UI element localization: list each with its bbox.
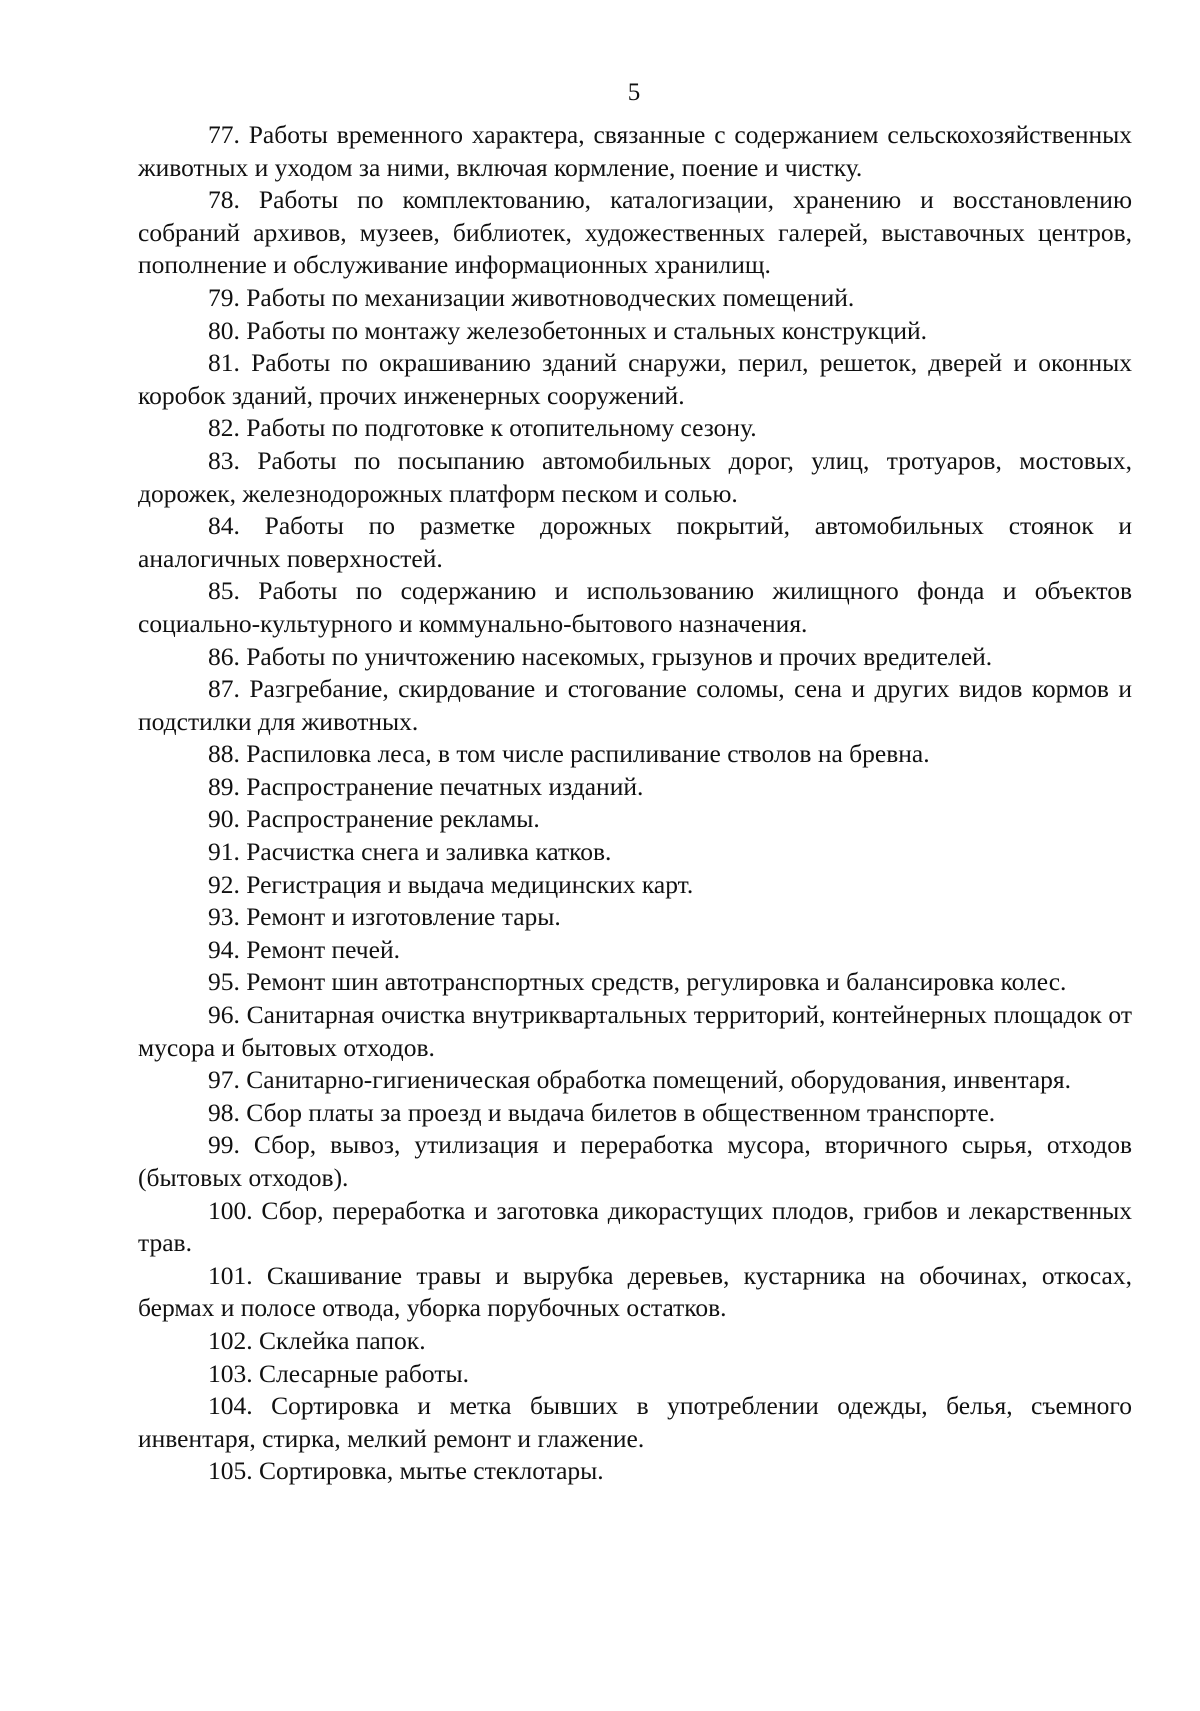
list-item [138,869,1132,902]
item-number: 87. [208,674,240,704]
item-number: 86. [208,641,240,671]
list-item [138,1358,1132,1391]
item-text: Санитарная очистка внутриквартальных территорий, контейнерных площадок от мусора и бытовых отходов. [138,1000,1132,1062]
item-number: 99. [208,1130,240,1160]
item-text: Работы по посыпанию автомобильных дорог, улиц, тротуаров, мостовых, дорожек, железнодорожных платформ песком и солью. [138,445,1132,508]
item-text: Работы по разметке дорожных покрытий, автомобильных стоянок и аналогичных поверхностей. [138,511,1133,573]
list-item [138,347,1132,412]
list-item [138,1097,1132,1130]
item-text: Сбор платы за проезд и выдача билетов в общественном транспорте. [246,1097,996,1127]
item-number: 105. [208,1456,253,1486]
item-number: 100. [208,1195,253,1225]
item-text: Работы по монтажу железобетонных и стальных конструкций. [246,315,928,345]
item-number: 102. [208,1325,253,1355]
list-item [138,673,1132,738]
item-text: Работы по содержанию и использованию жилищного фонда и объектов социально-культурного и коммунально-бытового назначения. [138,576,1132,638]
document-body [138,119,1132,1488]
item-text: Расчистка снега и заливка катков. [246,837,612,867]
item-text: Ремонт печей. [246,934,400,964]
list-item [138,1455,1132,1488]
list-item [138,966,1132,999]
list-item [138,999,1132,1064]
item-text: Сбор, вывоз, утилизация и переработка мусора, вторичного сырья, отходов (бытовых отходов). [138,1130,1133,1192]
item-text: Работы по механизации животноводческих помещений. [246,282,855,312]
item-number: 96. [208,1000,240,1030]
item-number: 103. [208,1358,253,1388]
list-item [138,282,1132,315]
item-number: 82. [208,413,240,443]
item-text: Сортировка и метка бывших в употреблении одежды, белья, съемного инвентаря, стирка, мелкий ремонт и глажение. [138,1391,1132,1453]
list-item [138,901,1132,934]
item-number: 101. [208,1260,253,1290]
item-text: Работы по уничтожению насекомых, грызунов и прочих вредителей. [246,641,993,671]
list-item [138,771,1132,804]
item-number: 94. [208,934,240,964]
list-item [138,738,1132,771]
item-text: Ремонт шин автотранспортных средств, регулировка и балансировка колес. [246,967,1067,997]
list-item [138,1325,1132,1358]
item-text: Ремонт и изготовление тары. [246,902,561,932]
item-text: Распространение печатных изданий. [246,771,644,801]
list-item [138,1129,1132,1194]
item-text: Работы по окрашиванию зданий снаружи, перил, решеток, дверей и оконных коробок зданий, прочих инженерных сооружений. [138,348,1132,410]
list-item [138,1064,1132,1097]
item-text: Скашивание травы и вырубка деревьев, кустарника на обочинах, откосах, бермах и полосе отвода, уборка порубочных остатков. [138,1260,1132,1323]
item-number: 91. [208,837,240,867]
list-item [138,445,1132,510]
item-number: 93. [208,902,240,932]
list-item [138,1390,1132,1455]
list-item [138,641,1132,674]
page-number: 5 [627,79,641,106]
item-text: Санитарно-гигиеническая обработка помещений, оборудования, инвентаря. [246,1065,1071,1095]
item-number: 98. [208,1097,240,1127]
list-item [138,934,1132,967]
list-item [138,803,1132,836]
item-number: 97. [208,1065,240,1095]
item-number: 85. [208,576,240,606]
item-text: Разгребание, скирдование и стогование соломы, сена и других видов кормов и подстилки для животных. [138,674,1132,736]
list-item [138,1260,1132,1325]
list-item [138,510,1132,575]
item-number: 83. [208,445,240,475]
item-text: Слесарные работы. [259,1358,469,1388]
item-text: Распространение рекламы. [246,804,540,834]
item-number: 81. [208,348,240,378]
item-number: 90. [208,804,240,834]
list-item [138,1195,1132,1260]
item-number: 78. [208,185,240,215]
list-item [138,184,1132,282]
item-number: 79. [208,282,240,312]
list-item [138,315,1132,348]
item-text: Сбор, переработка и заготовка дикорастущих плодов, грибов и лекарственных трав. [138,1195,1132,1258]
item-number: 92. [208,869,240,899]
list-item [138,575,1132,640]
item-number: 77. [208,120,240,149]
item-number: 88. [208,739,240,769]
item-text: Работы по подготовке к отопительному сезону. [246,413,757,443]
item-text: Работы временного характера, связанные с содержанием сельскохозяйственных животных и уходом за ними, включая кормление, поение и чистку. [138,120,1132,182]
list-item [138,412,1132,445]
item-text: Склейка папок. [259,1325,426,1355]
list-item [138,836,1132,869]
item-number: 95. [208,967,240,997]
item-number: 84. [208,511,240,541]
item-number: 104. [208,1391,253,1421]
item-text: Распиловка леса, в том числе распиливание стволов на бревна. [246,739,930,769]
list-item [138,119,1132,184]
item-text: Работы по комплектованию, каталогизации, хранению и восстановлению собраний архивов, музеев, библиотек, художественных галерей, выставочных центров, пополнение и обслуживание информационных хранилищ. [138,185,1133,280]
item-text: Сортировка, мытье стеклотары. [259,1456,604,1486]
item-number: 80. [208,315,240,345]
item-number: 89. [208,771,240,801]
item-text: Регистрация и выдача медицинских карт. [246,869,694,899]
